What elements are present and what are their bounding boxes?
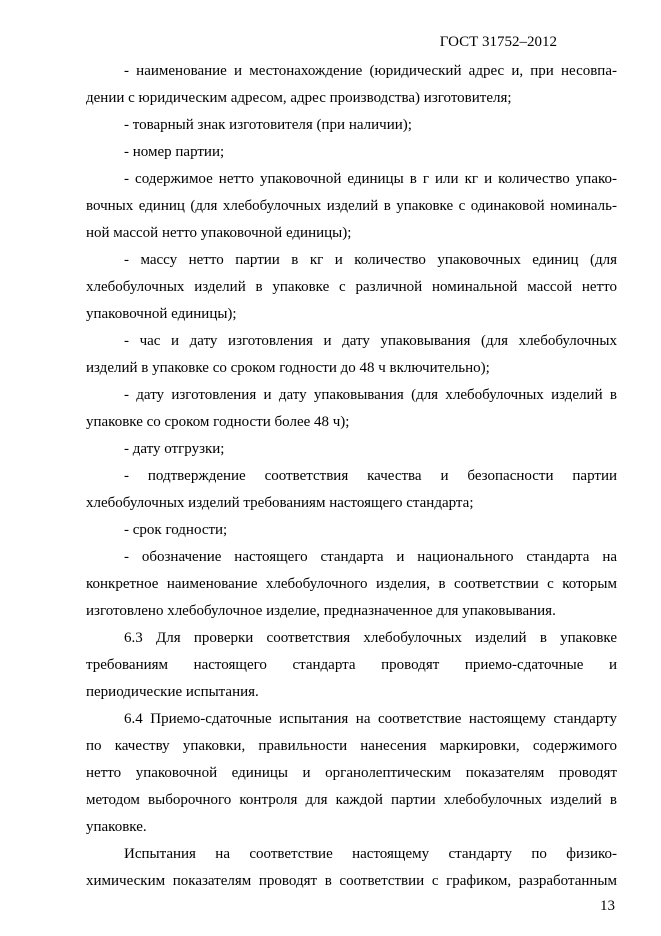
- text-line: упаковке со сроком годности более 48 ч);: [86, 414, 350, 430]
- text-line: - товарный знак изготовителя (при наличии);: [124, 117, 412, 133]
- text-line: требованиям настоящего стандарта проводят приемо-сдаточные и: [86, 657, 617, 673]
- text-line: изготовлено хлебобулочное изделие, предназначенное для упаковывания.: [86, 603, 556, 619]
- text-line: - подтверждение соответствия качества и безопасности партии: [124, 468, 617, 484]
- text-line: - наименование и местонахождение (юридический адрес и, при несовпа-: [124, 63, 617, 79]
- text-line: Испытания на соответствие настоящему стандарту по физико-: [124, 846, 617, 862]
- document-body: [86, 58, 617, 895]
- text-line: хлебобулочных изделий в упаковке с различной номинальной массой нетто: [86, 279, 617, 295]
- text-line: - обозначение настоящего стандарта и национального стандарта на: [124, 549, 617, 565]
- text-line: по качеству упаковки, правильности нанесения маркировки, содержимого: [86, 738, 617, 754]
- text-line: - массу нетто партии в кг и количество упаковочных единиц (для: [124, 252, 617, 268]
- text-line: ной массой нетто упаковочной единицы);: [86, 225, 352, 241]
- text-line: - дату изготовления и дату упаковывания (для хлебобулочных изделий в: [124, 387, 617, 403]
- text-line: - срок годности;: [124, 522, 228, 538]
- text-line: - дату отгрузки;: [124, 441, 225, 457]
- text-line: 6.4 Приемо-сдаточные испытания на соответствие настоящему стандарту: [124, 711, 617, 727]
- text-line: - содержимое нетто упаковочной единицы в г или кг и количество упако-: [124, 171, 617, 187]
- text-line: нетто упаковочной единицы и органолептическим показателям проводят: [86, 765, 617, 781]
- text-line: изделий в упаковке со сроком годности до 48 ч включительно);: [86, 360, 490, 376]
- page-number: 13: [600, 898, 615, 914]
- text-line: упаковке.: [86, 819, 147, 835]
- text-line: - номер партии;: [124, 144, 225, 160]
- text-line: методом выборочного контроля для каждой партии хлебобулочных изделий в: [86, 792, 617, 808]
- text-line: вочных единиц (для хлебобулочных изделий в упаковке с одинаковой номиналь-: [86, 198, 617, 214]
- text-line: 6.3 Для проверки соответствия хлебобулочных изделий в упаковке: [124, 630, 617, 646]
- document-header: ГОСТ 31752–2012: [439, 34, 557, 50]
- text-line: хлебобулочных изделий требованиям настоящего стандарта;: [86, 495, 474, 511]
- text-line: дении с юридическим адресом, адрес производства) изготовителя;: [86, 90, 512, 106]
- text-line: химическим показателям проводят в соответствии с графиком, разработанным: [86, 873, 617, 889]
- text-line: упаковочной единицы);: [86, 306, 237, 322]
- text-line: периодические испытания.: [86, 684, 259, 700]
- text-line: конкретное наименование хлебобулочного изделия, в соответствии с которым: [86, 576, 617, 592]
- text-line: - час и дату изготовления и дату упаковывания (для хлебобулочных: [124, 333, 617, 349]
